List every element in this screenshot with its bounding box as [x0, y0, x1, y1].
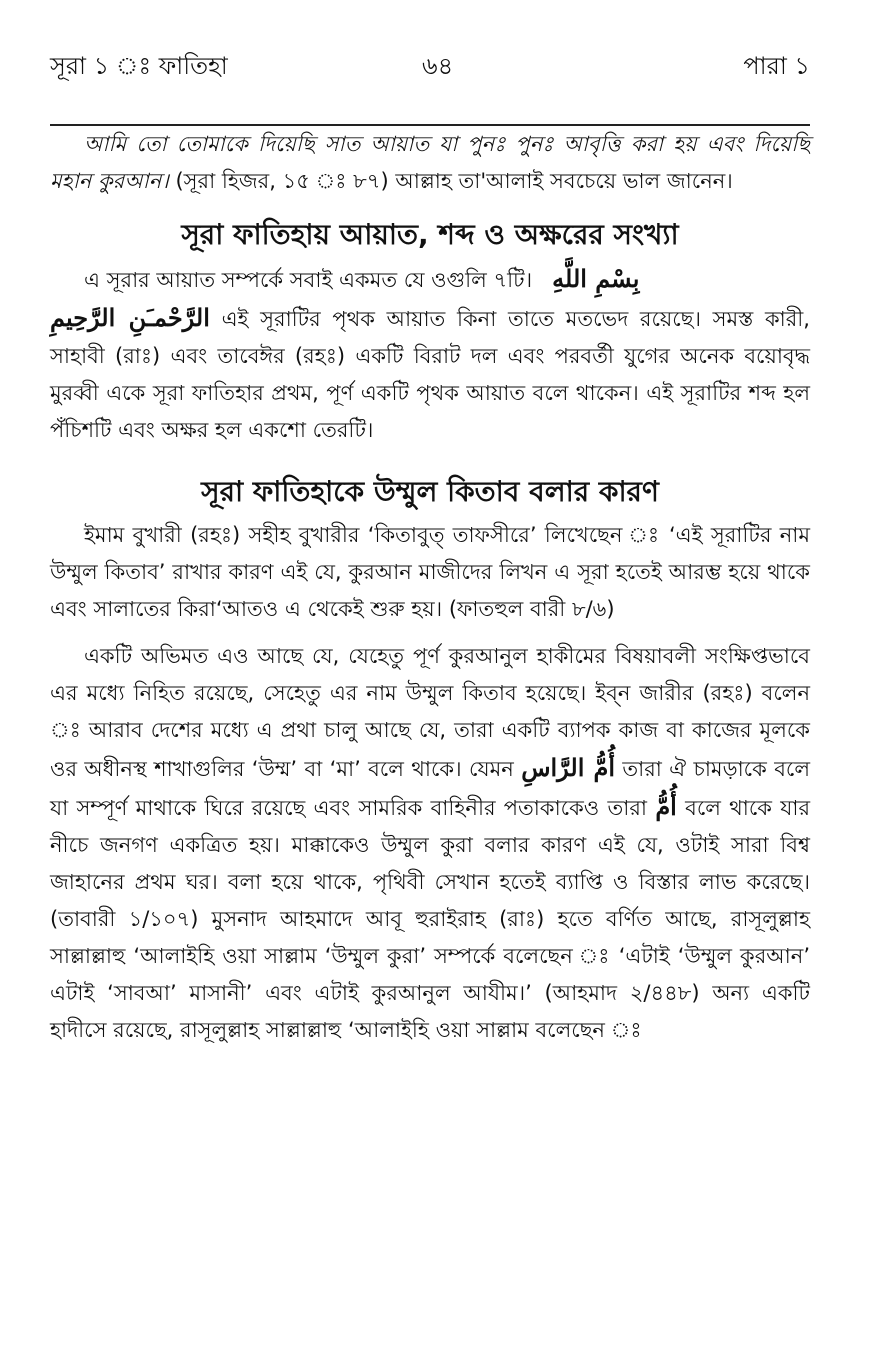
running-head-surah: সূরা ১ ঃ ফাতিহা	[50, 52, 228, 80]
arabic-umm-ur-ras: أُمُّ الرَّاسِ	[521, 753, 615, 782]
verse-count-text-b: এই সূরাটির পৃথক আয়াত কিনা তাতে মতভেদ রয়েছে। সমস্ত কারী, সাহাবী (রাঃ) এবং তাবেঈর (রহঃ) একটি বিরাট দল এবং পরবর্তী যুগের অনেক বয়োবৃদ্ধ মুরব্বী একে সূরা ফাতিহার প্রথম, পূর্ণ একটি পৃথক আয়াত বলে থাকেন। এই সূরাটির শব্দ হল পঁচিশটি এবং অক্ষর হল একশো তেরটি।	[50, 307, 810, 442]
spacer	[50, 628, 810, 638]
spacer	[50, 449, 810, 467]
para2-text-b: তারা ঐ চামড়াকে বলে যা সম্পূর্ণ মাথাকে ঘিরে রয়েছে এবং সামরিক বাহিনীর পতাকাকেও তারা	[50, 757, 810, 820]
umm-ul-kitab-paragraph-1: ইমাম বুখারী (রহঃ) সহীহ বুখারীর ‘কিতাবুত্ তাফসীরে’ লিখেছেন ঃ ‘এই সূরাটির নাম উম্মুল কিতাব’ রাখার কারণ এই যে, কুরআন মাজীদের লিখন এ সূরা হতেই আরম্ভ হয়ে থাকে এবং সালাতের কিরা‘আতও এ থেকেই শুরু হয়। (ফাতহুল বারী ৮/৬)	[50, 523, 810, 621]
intro-quote: আমি তো তোমাকে দিয়েছি সাত আয়াত যা পুনঃ পুনঃ আবৃত্তি করা হয় এবং দিয়েছি মহান কুরআন।	[50, 132, 810, 193]
running-head-para: পারা ১	[743, 52, 810, 80]
arabic-rahman-rahim: الرَّحْمـَنِ الرَّحِيمِ	[50, 303, 210, 332]
para2-text-a: একটি অভিমত এও আছে যে, যেহেতু পূর্ণ কুরআনুল হাকীমের বিষয়াবলী সংক্ষিপ্তভাবে এর মধ্যে নিহিত রয়েছে, সেহেতু এর নাম উম্মুল কিতাব হয়েছে। ইব্‌ন জারীর (রহঃ) বলেন ঃ আরাব দেশের মধ্যে এ প্রথা চালু আছে যে, তারা একটি ব্যাপক কাজ বা কাজের মূলকে ওর অধীনস্থ শাখাগুলির ‘উম্ম’ বা ‘মা’ বলে থাকে। যেমন	[50, 644, 810, 781]
page-number: ৬৪	[422, 52, 454, 80]
section-heading-verse-count: সূরা ফাতিহায় আয়াত, শব্দ ও অক্ষরের সংখ্যা	[181, 218, 679, 251]
para2-text-c: বলে থাকে যার নীচে জনগণ একত্রিত হয়। মাক্কাকেও উম্মুল কুরা বলার কারণ এই যে, ওটাই সারা বিশ্ব জাহানের প্রথম ঘর। বলা হয়ে থাকে, পৃথিবী সেখান হতেই ব্যাপ্তি ও বিস্তার লাভ করেছে। (তাবারী ১/১০৭) মুসনাদ আহমাদে আবূ হুরাইরাহ (রাঃ) হতে বর্ণিত আছে, রাসূলুল্লাহ সাল্লাল্লাহু ‘আলাইহি ওয়া সাল্লাম ‘উম্মুল কুরা’ সম্পর্কে বলেছেন ঃ ‘এটাই ‘উম্মুল কুরআন’ এটাই ‘সাবআ’ মাসানী’ এবং এটাই কুরআনুল আযীম।’ (আহমাদ ২/৪৪৮) অন্য একটি হাদীসে রয়েছে, রাসূলুল্লাহ সাল্লাল্লাহু ‘আলাইহি ওয়া সাল্লাম বলেছেন ঃ	[50, 796, 810, 1042]
spacer	[50, 200, 810, 210]
intro-paragraph	[50, 126, 810, 200]
verse-count-text-a: এ সূরার আয়াত সম্পর্কে সবাই একমত যে ওগুলি ৭টি।	[84, 268, 533, 292]
arabic-umm: أُمُّ	[655, 792, 677, 821]
page-header	[50, 48, 810, 88]
section-heading-umm-ul-kitab: সূরা ফাতিহাকে উম্মুল কিতাব বলার কারণ	[201, 475, 659, 508]
umm-ul-kitab-paragraph-2	[50, 638, 810, 1049]
arabic-bismillah: بِسْمِ اللَّهِ	[552, 264, 640, 293]
page-body	[50, 126, 810, 1049]
verse-count-paragraph	[50, 260, 810, 449]
intro-rest: (সূরা হিজর, ১৫ ঃ ৮৭) আল্লাহ তা'আলাই সবচেয়ে ভাল জানেন।	[168, 169, 733, 193]
